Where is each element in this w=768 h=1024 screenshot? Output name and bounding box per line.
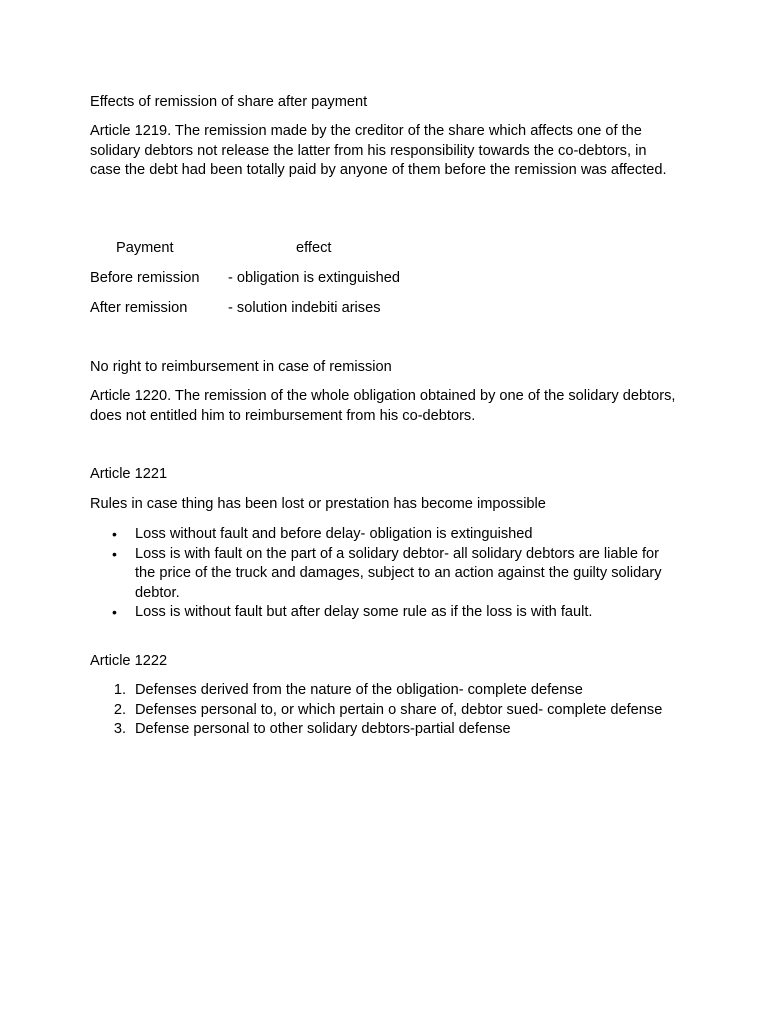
list-item <box>90 681 680 701</box>
list-item <box>90 720 680 740</box>
list-item <box>90 545 680 604</box>
list-item-text: Defenses personal to, or which pertain o share of, debtor sued- complete defense <box>135 701 663 718</box>
table-header-effect: effect <box>296 240 332 256</box>
table-header-payment: Payment <box>116 240 174 256</box>
article-1219-text: Article 1219. The remission made by the creditor of the share which affects one of the solidary debtors not release the latter from his responsibility towards the co-debtors, in case the debt had been totally paid by anyone of them before the remission was affected. <box>90 123 667 178</box>
list-item <box>90 701 680 721</box>
bullet-icon: • <box>112 604 117 620</box>
bullet-icon: • <box>112 545 117 562</box>
table-row-payment: Before remission <box>90 270 200 286</box>
list-item-text: Loss is without fault but after delay some rule as if the loss is with fault. <box>135 604 593 620</box>
section-heading-article-1221: Article 1221 <box>90 466 168 482</box>
bullet-icon: • <box>112 526 117 542</box>
table-row-effect: - solution indebiti arises <box>228 300 381 316</box>
article-1220-text: Article 1220. The remission of the whole obligation obtained by one of the solidary debtors, does not entitled him to reimbursement from his co-debtors. <box>90 388 676 424</box>
section-heading-remission-effects: Effects of remission of share after payment <box>90 94 368 110</box>
list-item-number: 1. <box>113 682 126 698</box>
section-heading-no-reimbursement: No right to reimbursement in case of remission <box>90 359 392 375</box>
list-item-text: Loss without fault and before delay- obligation is extinguished <box>135 526 533 542</box>
list-item <box>90 603 680 623</box>
list-item-number: 3. <box>113 721 126 737</box>
list-item <box>90 525 680 545</box>
table-row-effect: - obligation is extinguished <box>228 270 400 286</box>
list-item-text: Defenses derived from the nature of the obligation- complete defense <box>135 682 583 698</box>
list-item-text: Defense personal to other solidary debtors-partial defense <box>135 721 511 737</box>
list-item-text: Loss is with fault on the part of a solidary debtor- all solidary debtors are liable for the price of the truck and damages, subject to an action against the guilty solidary debtor. <box>135 545 662 601</box>
article-1221-subheading: Rules in case thing has been lost or prestation has become impossible <box>90 496 546 512</box>
article-1222-numbered-list <box>90 681 680 740</box>
section-heading-article-1222: Article 1222 <box>90 653 168 669</box>
table-row-payment: After remission <box>90 300 188 316</box>
list-item-number: 2. <box>113 701 126 718</box>
article-1221-bullet-list <box>90 525 680 623</box>
